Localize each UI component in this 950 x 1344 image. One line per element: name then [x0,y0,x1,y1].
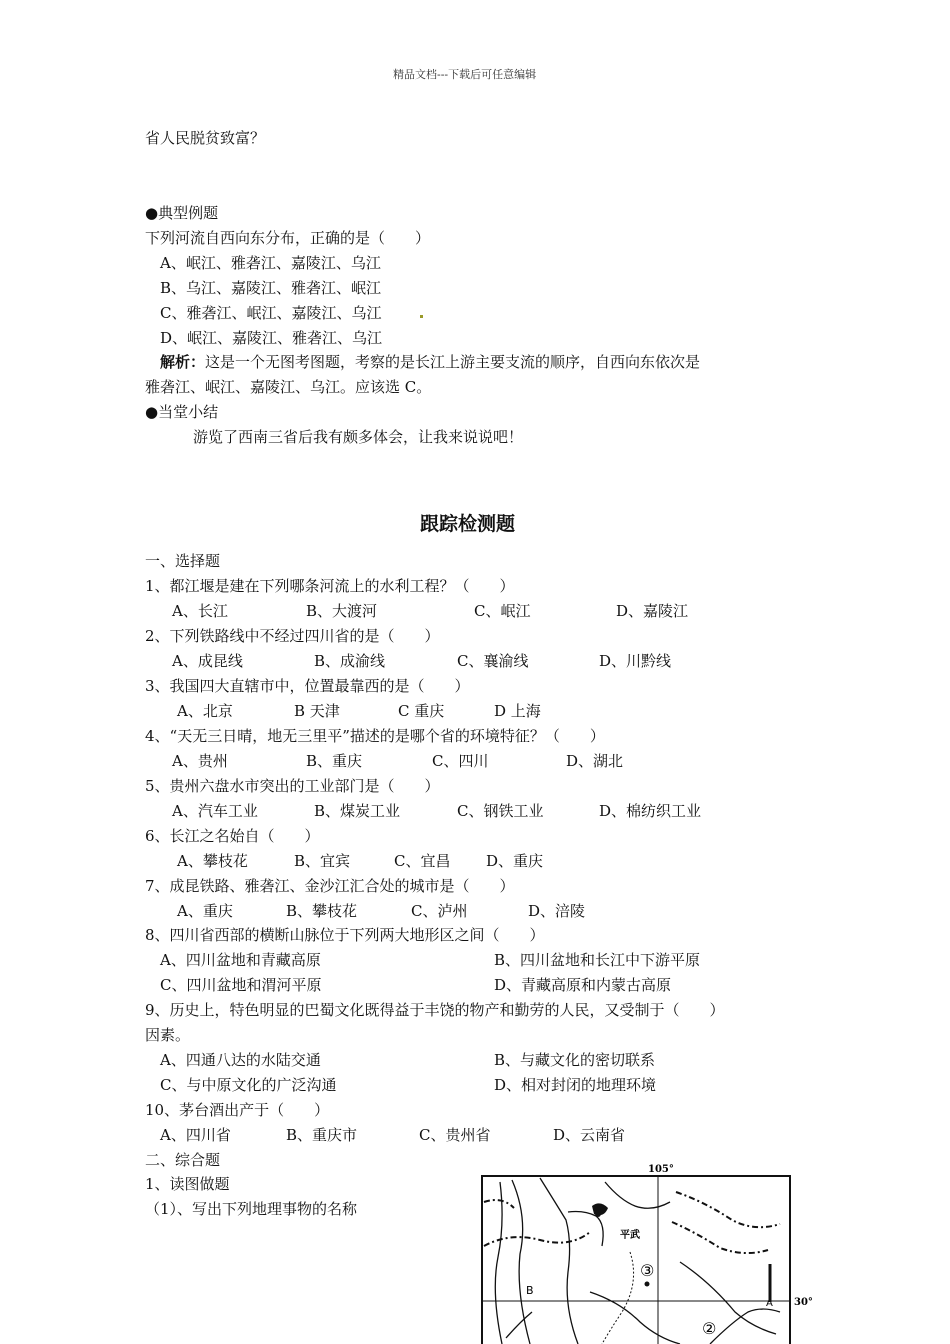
q3-option-b: B 天津 [294,702,340,720]
q2-option-d: D、川黔线 [599,652,672,670]
q4-option-c: C、四川 [432,752,489,770]
page-header: 精品文档---下载后可任意编辑 [393,68,537,81]
q10-stem: 10、茅台酒出产于（ ） [145,1101,330,1119]
analysis-line1: 这是一个无图考图题，考察的是长江上游主要支流的顺序，自西向东依次是 [205,353,701,371]
q4-option-d: D、湖北 [566,752,624,770]
stray-dot [420,315,423,318]
q5-stem: 5、贵州六盘水市突出的工业部门是（ ） [145,777,440,795]
map-railway [602,1252,634,1344]
city-label-pingwu: 平武 [620,1230,640,1241]
summary-heading: ●当堂小结 [145,403,219,421]
q9-stem: 9、历史上，特色明显的巴蜀文化既得益于丰饶的物产和勤劳的人民，又受制于（ ） [145,1001,725,1019]
q6-stem: 6、长江之名始自（ ） [145,827,320,845]
q4-stem: 4、“天无三日晴，地无三里平”描述的是哪个省的环境特征？（ ） [145,727,605,745]
analysis-label: 解析： [160,353,206,371]
example-question: 下列河流自西向东分布，正确的是（ ） [145,229,431,247]
q9-stem-continued: 因素。 [145,1026,191,1044]
example-option-a: A、岷江、雅砻江、嘉陵江、乌江 [160,254,381,272]
q7-stem: 7、成昆铁路、雅砻江、金沙江汇合处的城市是（ ） [145,877,515,895]
longitude-label: 105° [648,1164,674,1175]
q5-option-c: C、钢铁工业 [457,802,544,820]
q1-option-b: B、大渡河 [306,602,378,620]
q2-stem: 2、下列铁路线中不经过四川省的是（ ） [145,627,440,645]
section2-heading: 二、综合题 [145,1151,221,1169]
summary-text: 游览了西南三省后我有颇多体会，让我来说说吧！ [193,428,524,446]
continuation-text: 省人民脱贫致富？ [145,129,266,147]
q4-option-a: A、贵州 [172,752,228,770]
analysis-line2: 雅砻江、岷江、嘉陵江、乌江。应该选 C。 [145,378,432,396]
example-option-d: D、岷江、嘉陵江、雅砻江、乌江 [160,329,383,347]
q5-option-b: B、煤炭工业 [314,802,401,820]
q1-option-a: A、长江 [172,602,228,620]
q8-option-c: C、四川盆地和渭河平原 [160,976,322,994]
example-option-b: B、乌江、嘉陵江、雅砻江、岷江 [160,279,382,297]
q8-option-a: A、四川盆地和青藏高原 [160,951,321,969]
q9-option-d: D、相对封闭的地理环境 [494,1076,657,1094]
q3-option-d: D 上海 [494,702,541,720]
q6-option-a: A、攀枝花 [177,852,248,870]
q8-stem: 8、四川省西部的横断山脉位于下列两大地形区之间（ ） [145,926,545,944]
comprehensive-q1: 1、读图做题 [145,1175,230,1193]
q10-option-c: C、贵州省 [419,1126,491,1144]
mark-3: ③ [640,1261,655,1280]
city-dot [645,1282,650,1287]
q9-option-a: A、四通八达的水陆交通 [160,1051,321,1069]
label-b: B [526,1284,534,1297]
map-boundaries [484,1192,780,1253]
q6-option-c: C、宜昌 [394,852,451,870]
q9-option-c: C、与中原文化的广泛沟通 [160,1076,337,1094]
q7-option-a: A、重庆 [177,902,233,920]
q8-option-d: D、青藏高原和内蒙古高原 [494,976,672,994]
q8-option-b: B、四川盆地和长江中下游平原 [494,951,701,969]
q7-option-d: D、涪陵 [528,902,586,920]
q5-option-d: D、棉纺织工业 [599,802,702,820]
q3-stem: 3、我国四大直辖市中，位置最靠西的是（ ） [145,677,470,695]
latitude-label: 30° [794,1297,813,1308]
q2-option-b: B、成渝线 [314,652,386,670]
map-rivers [495,1178,780,1344]
q6-option-b: B、宜宾 [294,852,351,870]
q4-option-b: B、重庆 [306,752,363,770]
q10-option-b: B、重庆市 [286,1126,358,1144]
q10-option-d: D、云南省 [553,1126,626,1144]
q3-option-c: C 重庆 [398,702,445,720]
example-analysis [160,352,700,372]
q3-option-a: A、北京 [177,702,233,720]
comprehensive-q1-sub: （1）、写出下列地理事物的名称 [145,1200,358,1218]
mark-2: ② [702,1319,717,1338]
example-option-c: C、雅砻江、岷江、嘉陵江、乌江 [160,304,382,322]
section1-heading: 一、选择题 [145,552,221,570]
q7-option-c: C、泸州 [411,902,468,920]
test-title: 跟踪检测题 [420,513,516,535]
q7-option-b: B、攀枝花 [286,902,358,920]
q1-option-d: D、嘉陵江 [616,602,689,620]
q6-option-d: D、重庆 [486,852,544,870]
q1-stem: 1、都江堰是建在下列哪条河流上的水利工程？（ ） [145,577,515,595]
lake-shape [592,1203,608,1215]
q10-option-a: A、四川省 [160,1126,231,1144]
q9-option-b: B、与藏文化的密切联系 [494,1051,656,1069]
q2-option-c: C、襄渝线 [457,652,529,670]
label-a: A [766,1298,773,1309]
q5-option-a: A、汽车工业 [172,802,258,820]
sichuan-map [480,1162,813,1344]
q2-option-a: A、成昆线 [172,652,243,670]
example-heading: ●典型例题 [145,204,219,222]
q1-option-c: C、岷江 [474,602,531,620]
